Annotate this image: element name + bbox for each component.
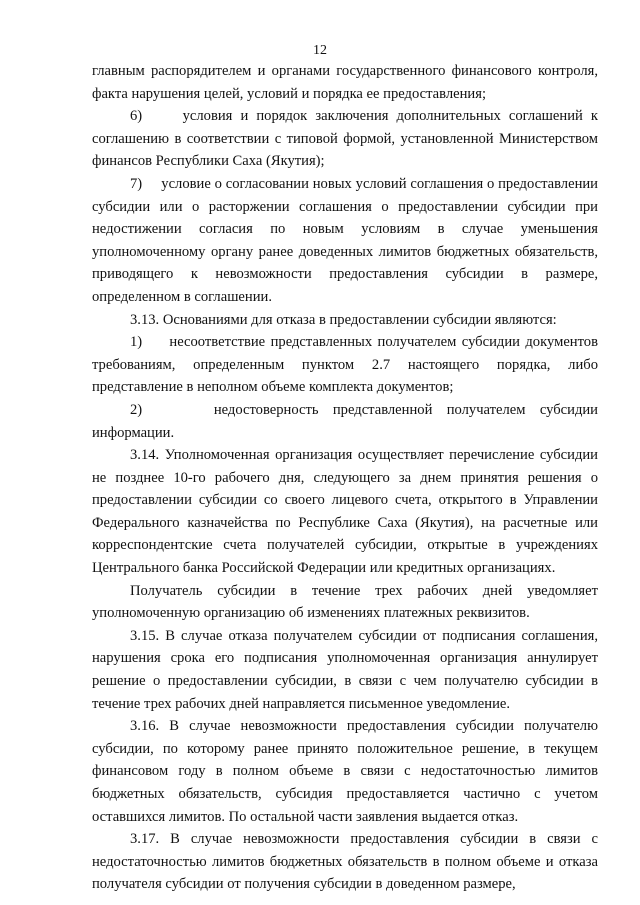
clause-3-14: 3.14. Уполномоченная организация осуществляет перечисление субсидии не позднее 10-го рабочего дня, следующего за днем принятия решения о предоставлении субсидии со своего лицевого счета, открытого в Управлении Федерального казначейства по Республике Саха (Якутия), на расчетные или корреспондентские счета получателей субсидии, открытые в учреждениях Центрального банка Российской Федерации или кредитных организациях. xyxy=(92,447,598,577)
paragraph-notification: Получатель субсидии в течение трех рабочих дней уведомляет уполномоченную организацию об изменениях платежных реквизитов. xyxy=(92,582,598,622)
list-item-6: 6) условия и порядок заключения дополнительных соглашений к соглашению в соответствии с типовой формой, установленной Министерством финансов Республики Саха (Якутия); xyxy=(92,108,598,170)
clause-3-16: 3.16. В случае невозможности предоставления субсидии получателю субсидии, по которому ранее принято положительное решение, в текущем финансовом году в полном объеме в связи с недостаточностью лимитов бюджетных обязательств, субсидия предоставляется частично с учетом оставшихся лимитов. По остальной части заявления выдается отказ. xyxy=(92,718,598,825)
document-body xyxy=(92,60,598,896)
clause-3-15: 3.15. В случае отказа получателем субсидии от подписания соглашения, нарушения срока его подписания уполномоченная организация аннулирует решение о предоставлении субсидии, в связи с чем получателю субсидии в течение трех рабочих дней направляется письменное уведомление. xyxy=(92,627,598,712)
list-item-7: 7) условие о согласовании новых условий соглашения о предоставлении субсидии или о расторжении соглашения о предоставлении субсидии при недостижении согласия по новым условиям в случае уменьшения уполномоченному органу ранее доведенных лимитов бюджетных обязательств, приводящего к невозможности предоставления субсидии в размере, определенном в соглашении. xyxy=(92,175,598,305)
clause-3-13: 3.13. Основаниями для отказа в предоставлении субсидии являются: xyxy=(130,311,557,328)
page-number: 12 xyxy=(313,43,327,58)
list-item-1: 1) несоответствие представленных получателем субсидии документов требованиям, определенным пунктом 2.7 настоящего порядка, либо представление в неполном объеме комплекта документов; xyxy=(92,334,598,396)
paragraph-continuation: главным распорядителем и органами государственного финансового контроля, факта нарушения целей, условий и порядка ее предоставления; xyxy=(92,63,598,102)
clause-3-17: 3.17. В случае невозможности предоставления субсидии в связи с недостаточностью лимитов бюджетных обязательств в полном объеме и отказа получателя субсидии от получения субсидии в доведенном размере, xyxy=(92,831,598,893)
list-item-2: 2) недостоверность представленной получателем субсидии информации. xyxy=(92,401,598,441)
